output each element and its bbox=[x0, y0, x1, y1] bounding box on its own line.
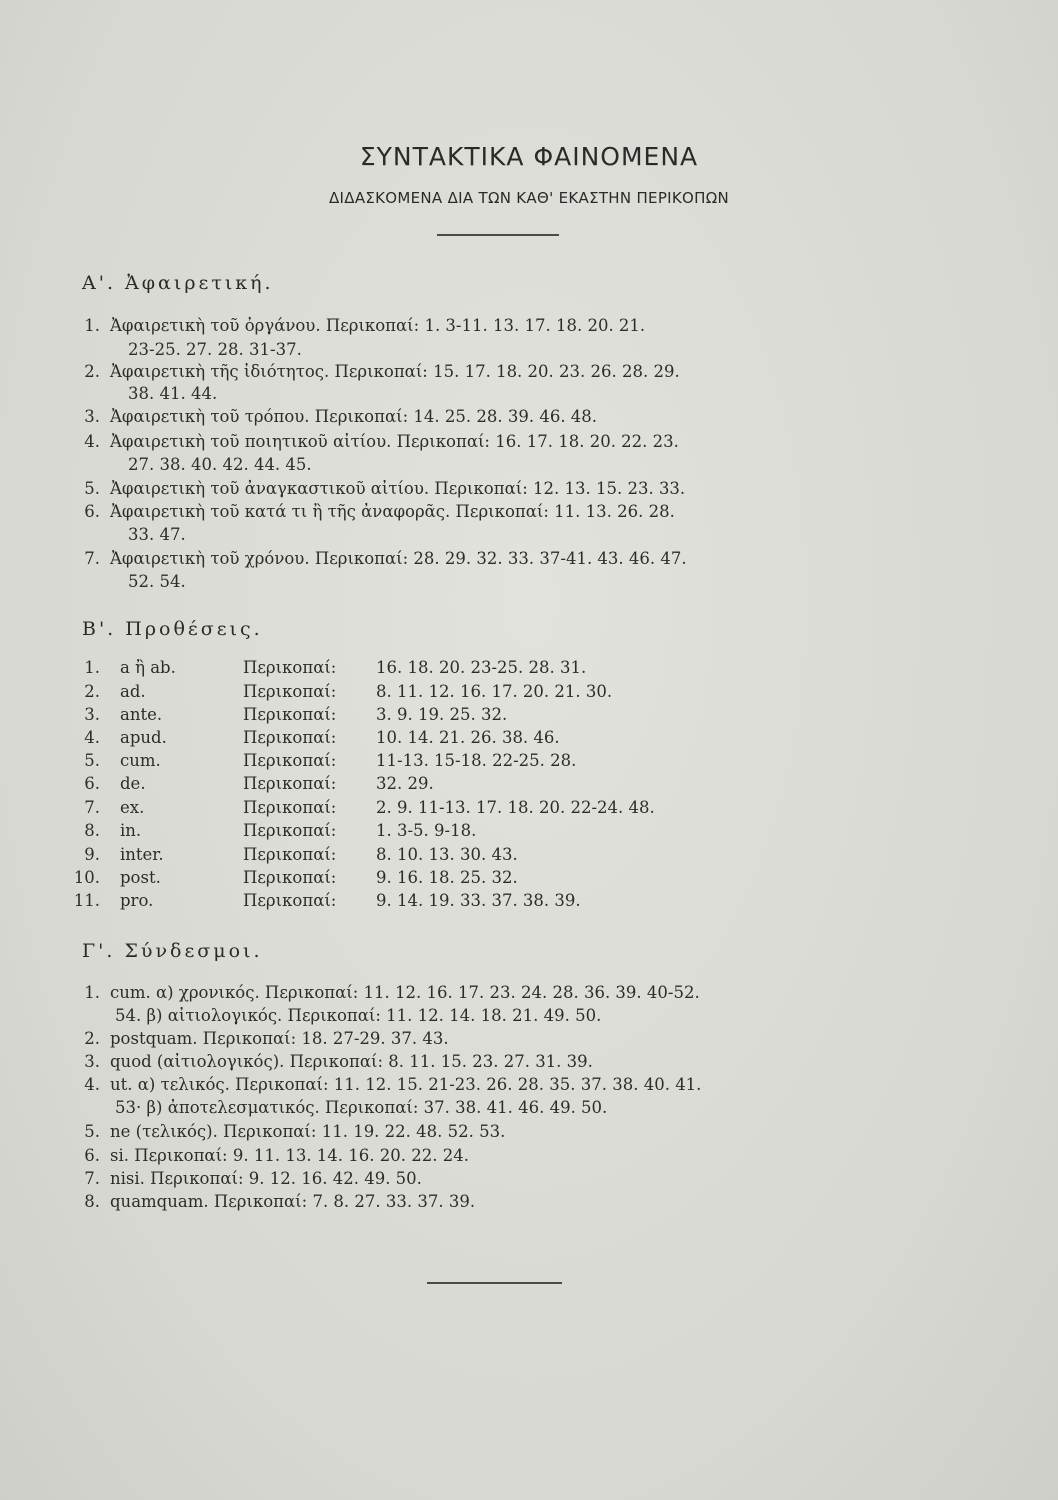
page-title: ΣΥΝΤΑΚΤΙΚΑ ΦΑΙΝΟΜΕΝΑ bbox=[359, 142, 699, 171]
item-number: 3. bbox=[84, 705, 100, 724]
end-divider bbox=[427, 1282, 562, 1284]
item-continuation-text: 33. 47. bbox=[128, 525, 186, 544]
item-number: 2. bbox=[84, 362, 100, 381]
item-text: ne (τελικός). Περικοπαί: 11. 19. 22. 48. 52. 53. bbox=[110, 1122, 506, 1141]
item-text: Ἀφαιρετικὴ τοῦ χρόνου. Περικοπαί: 28. 29. 32. 33. 37-41. 43. 46. 47. bbox=[110, 549, 687, 568]
refs-list: 9. 16. 18. 25. 32. bbox=[376, 868, 518, 887]
item-text: Ἀφαιρετικὴ τοῦ ὀργάνου. Περικοπαί: 1. 3-11. 13. 17. 18. 20. 21. bbox=[110, 316, 646, 335]
refs-list: 1. 3-5. 9-18. bbox=[376, 821, 477, 840]
item-continuation-text: 23-25. 27. 28. 31-37. bbox=[128, 340, 302, 359]
refs-list: 3. 9. 19. 25. 32. bbox=[376, 705, 508, 724]
preposition: a ἢ ab. bbox=[120, 658, 176, 677]
preposition: de. bbox=[120, 774, 146, 793]
item-text: quamquam. Περικοπαί: 7. 8. 27. 33. 37. 39. bbox=[110, 1192, 476, 1211]
item-text: Ἀφαιρετικὴ τοῦ κατά τι ἢ τῆς ἀναφορᾶς. Περικοπαί: 11. 13. 26. 28. bbox=[110, 502, 675, 521]
item-number: 2. bbox=[84, 1029, 100, 1048]
item-number: 6. bbox=[84, 774, 100, 793]
item-continuation-text: 52. 54. bbox=[128, 572, 186, 591]
item-number: 7. bbox=[84, 1169, 100, 1188]
section-a-heading: Α'. Ἀφαιρετική. bbox=[82, 272, 274, 294]
refs-label: Περικοπαί: bbox=[243, 845, 337, 864]
refs-list: 8. 11. 12. 16. 17. 20. 21. 30. bbox=[376, 682, 613, 701]
item-continuation-text: 38. 41. 44. bbox=[128, 384, 218, 403]
section-b-heading: Β'. Προθέσεις. bbox=[82, 618, 263, 640]
refs-list: 10. 14. 21. 26. 38. 46. bbox=[376, 728, 560, 747]
item-number: 9. bbox=[84, 845, 100, 864]
item-number: 7. bbox=[84, 798, 100, 817]
refs-label: Περικοπαί: bbox=[243, 728, 337, 747]
item-number: 1. bbox=[84, 983, 100, 1002]
page-subtitle: ΔΙΔΑΣΚΟΜΕΝΑ ΔΙΑ ΤΩΝ ΚΑΘ' ΕΚΑΣΤΗΝ ΠΕΡΙΚΟΠΩΝ bbox=[328, 189, 730, 207]
item-number: 3. bbox=[84, 407, 100, 426]
item-text: Ἀφαιρετικὴ τοῦ τρόπου. Περικοπαί: 14. 25. 28. 39. 46. 48. bbox=[110, 407, 598, 426]
item-text: quod (αἰτιολογικός). Περικοπαί: 8. 11. 15. 23. 27. 31. 39. bbox=[110, 1052, 593, 1071]
preposition: ex. bbox=[120, 798, 145, 817]
item-text: si. Περικοπαί: 9. 11. 13. 14. 16. 20. 22. 24. bbox=[110, 1146, 469, 1165]
refs-list: 11-13. 15-18. 22-25. 28. bbox=[376, 751, 577, 770]
item-text: ut. α) τελικός. Περικοπαί: 11. 12. 15. 21-23. 26. 28. 35. 37. 38. 40. 41. bbox=[110, 1075, 702, 1094]
preposition: ante. bbox=[120, 705, 163, 724]
item-number: 2. bbox=[84, 682, 100, 701]
item-number: 10. bbox=[73, 868, 100, 887]
item-number: 5. bbox=[84, 1122, 100, 1141]
refs-label: Περικοπαί: bbox=[243, 868, 337, 887]
refs-list: 2. 9. 11-13. 17. 18. 20. 22-24. 48. bbox=[376, 798, 655, 817]
item-number: 8. bbox=[84, 1192, 100, 1211]
item-number: 8. bbox=[84, 821, 100, 840]
refs-list: 9. 14. 19. 33. 37. 38. 39. bbox=[376, 891, 581, 910]
preposition: ad. bbox=[120, 682, 146, 701]
item-text: cum. α) χρονικός. Περικοπαί: 11. 12. 16. 17. 23. 24. 28. 36. 39. 40-52. bbox=[110, 983, 700, 1002]
refs-label: Περικοπαί: bbox=[243, 821, 337, 840]
refs-label: Περικοπαί: bbox=[243, 751, 337, 770]
refs-label: Περικοπαί: bbox=[243, 682, 337, 701]
refs-list: 32. 29. bbox=[376, 774, 434, 793]
item-number: 3. bbox=[84, 1052, 100, 1071]
item-text: postquam. Περικοπαί: 18. 27-29. 37. 43. bbox=[110, 1029, 449, 1048]
item-number: 5. bbox=[84, 751, 100, 770]
item-text: nisi. Περικοπαί: 9. 12. 16. 42. 49. 50. bbox=[110, 1169, 422, 1188]
preposition: in. bbox=[120, 821, 142, 840]
preposition: cum. bbox=[120, 751, 161, 770]
item-number: 4. bbox=[84, 728, 100, 747]
refs-label: Περικοπαί: bbox=[243, 891, 337, 910]
item-number: 6. bbox=[84, 502, 100, 521]
item-continuation-text: 27. 38. 40. 42. 44. 45. bbox=[128, 455, 312, 474]
item-number: 1. bbox=[84, 316, 100, 335]
item-number: 1. bbox=[84, 658, 100, 677]
item-text: Ἀφαιρετικὴ τοῦ ποιητικοῦ αἰτίου. Περικοπαί: 16. 17. 18. 20. 22. 23. bbox=[110, 432, 679, 451]
item-number: 6. bbox=[84, 1146, 100, 1165]
refs-list: 8. 10. 13. 30. 43. bbox=[376, 845, 518, 864]
item-number: 4. bbox=[84, 432, 100, 451]
section-c-heading: Γ'. Σύνδεσμοι. bbox=[82, 940, 263, 962]
item-number: 4. bbox=[84, 1075, 100, 1094]
item-number: 5. bbox=[84, 479, 100, 498]
item-continuation-text: 54. β) αἰτιολογικός. Περικοπαί: 11. 12. 14. 18. 21. 49. 50. bbox=[115, 1006, 602, 1025]
item-number: 7. bbox=[84, 549, 100, 568]
refs-label: Περικοπαί: bbox=[243, 798, 337, 817]
item-text: Ἀφαιρετικὴ τοῦ ἀναγκαστικοῦ αἰτίου. Περικοπαί: 12. 13. 15. 23. 33. bbox=[110, 479, 686, 498]
preposition: pro. bbox=[120, 891, 154, 910]
refs-list: 16. 18. 20. 23-25. 28. 31. bbox=[376, 658, 587, 677]
title-divider bbox=[437, 234, 559, 236]
preposition: post. bbox=[120, 868, 161, 887]
refs-label: Περικοπαί: bbox=[243, 658, 337, 677]
refs-label: Περικοπαί: bbox=[243, 774, 337, 793]
item-continuation-text: 53· β) ἀποτελεσματικός. Περικοπαί: 37. 38. 41. 46. 49. 50. bbox=[115, 1098, 608, 1117]
item-number: 11. bbox=[73, 891, 100, 910]
preposition: apud. bbox=[120, 728, 167, 747]
item-text: Ἀφαιρετικὴ τῆς ἰδιότητος. Περικοπαί: 15. 17. 18. 20. 23. 26. 28. 29. bbox=[110, 362, 680, 381]
refs-label: Περικοπαί: bbox=[243, 705, 337, 724]
preposition: inter. bbox=[120, 845, 164, 864]
